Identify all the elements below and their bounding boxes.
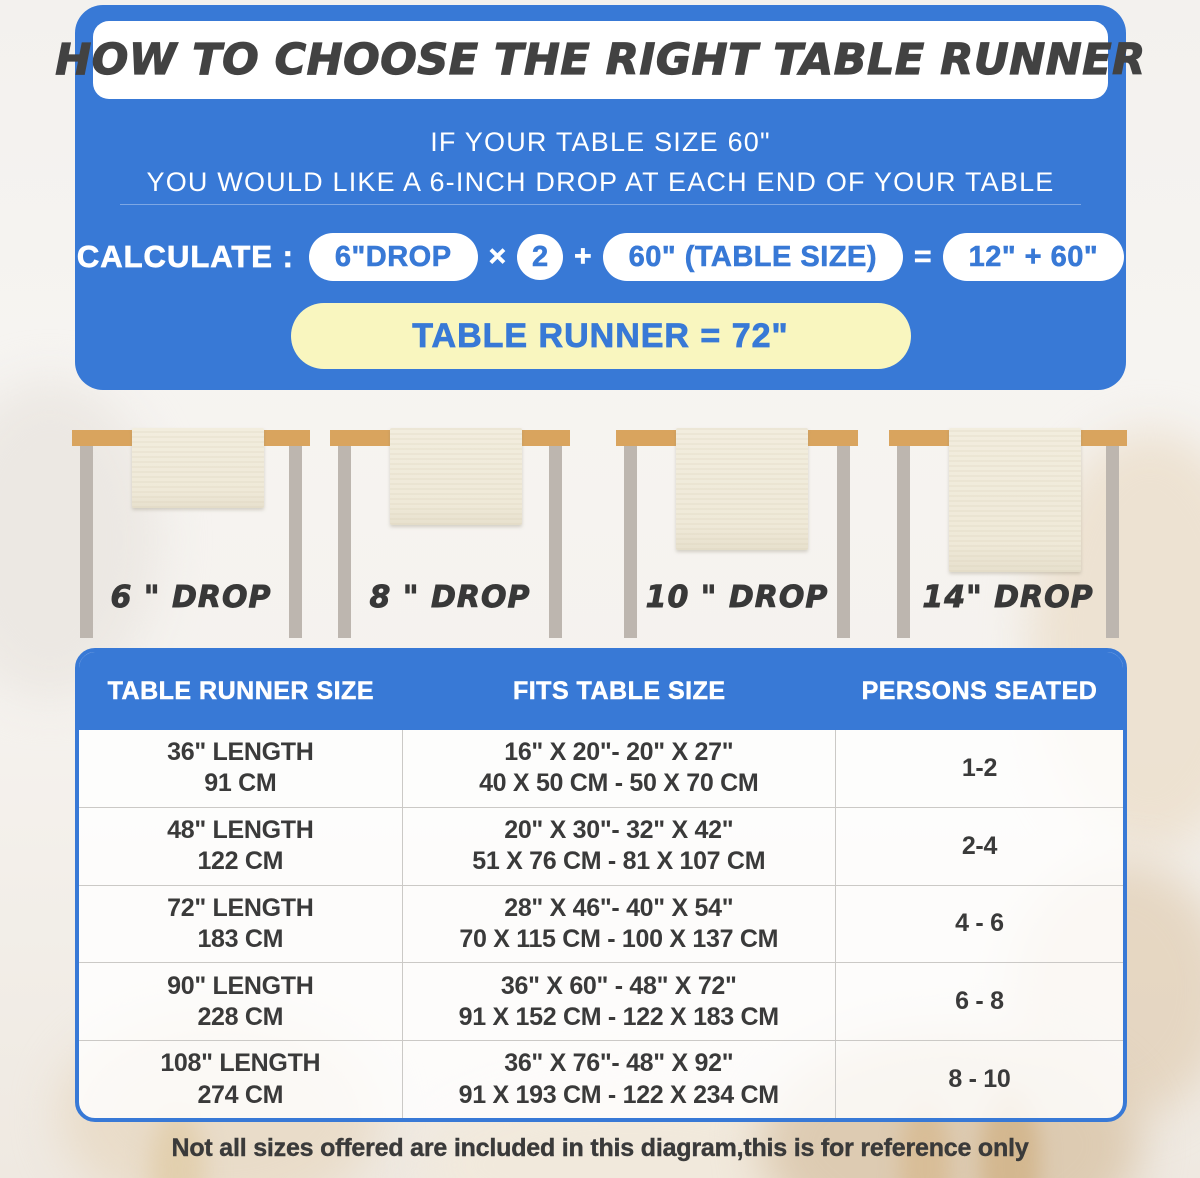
runner-size-cell (79, 730, 403, 807)
divider-line (120, 204, 1081, 205)
fits-cm: 51 X 76 CM - 81 X 107 CM (472, 847, 766, 876)
plus-operator: + (574, 240, 592, 273)
table-row (79, 1040, 1123, 1118)
fits-inches: 20" X 30"- 32" X 42" (504, 815, 734, 844)
persons-cell: 8 - 10 (948, 1064, 1011, 1093)
size-inches: 48" LENGTH (167, 815, 314, 844)
persons-cell: 1-2 (961, 753, 998, 782)
table-row (79, 730, 1123, 807)
fits-inches: 16" X 20"- 20" X 27" (504, 738, 734, 767)
calculate-label: CALCULATE : (76, 239, 294, 274)
runner-size-cell (79, 808, 403, 885)
fits-size-cell (403, 963, 836, 1040)
drop-label: 8 " DROP (369, 580, 531, 615)
drop-pill: 6"DROP (309, 233, 478, 281)
size-cm: 91 CM (204, 769, 277, 798)
runner-size-cell (79, 963, 403, 1040)
drop-illustrations (0, 430, 1200, 645)
fits-cm: 91 X 152 CM - 122 X 183 CM (458, 1002, 779, 1031)
result-banner: TABLE RUNNER = 72" (291, 303, 911, 369)
table-row (79, 962, 1123, 1040)
size-reference-table (75, 648, 1127, 1122)
size-cm: 183 CM (197, 924, 284, 953)
column-header-runner-size: TABLE RUNNER SIZE (107, 676, 374, 705)
table-runner (132, 428, 264, 508)
times-operator: × (488, 240, 507, 273)
size-table-body (79, 730, 1123, 1118)
fits-size-cell (403, 886, 836, 963)
fits-size-cell (403, 730, 836, 807)
size-table-header (79, 652, 1123, 730)
column-header-persons: PERSONS SEATED (861, 676, 1098, 705)
persons-cell: 6 - 8 (955, 987, 1004, 1016)
drop-label: 6 " DROP (110, 580, 272, 615)
equals-operator: = (914, 240, 932, 273)
size-inches: 108" LENGTH (160, 1049, 321, 1078)
table-illustration-14in (889, 430, 1127, 645)
persons-cell: 2-4 (961, 831, 998, 860)
intro-line-1: IF YOUR TABLE SIZE 60" (430, 127, 771, 157)
page-title: HOW TO CHOOSE THE RIGHT TABLE RUNNER (55, 35, 1146, 85)
fits-cm: 40 X 50 CM - 50 X 70 CM (479, 769, 759, 798)
table-illustration-6in (72, 430, 310, 645)
table-runner (390, 428, 522, 525)
size-cm: 122 CM (197, 847, 284, 876)
size-inches: 36" LENGTH (167, 738, 314, 767)
table-row (79, 885, 1123, 963)
fits-cm: 91 X 193 CM - 122 X 234 CM (458, 1080, 779, 1109)
size-cm: 274 CM (197, 1080, 284, 1109)
fits-inches: 36" X 76"- 48" X 92" (504, 1049, 734, 1078)
table-size-pill: 60" (TABLE SIZE) (603, 233, 903, 281)
fits-cm: 70 X 115 CM - 100 X 137 CM (459, 924, 779, 953)
table-illustration-8in (330, 430, 570, 645)
drop-label: 14" DROP (922, 580, 1094, 615)
drop-label: 10 " DROP (645, 580, 829, 615)
size-inches: 72" LENGTH (167, 893, 314, 922)
table-row (79, 807, 1123, 885)
table-runner (949, 428, 1081, 572)
multiplier-badge: 2 (517, 234, 563, 280)
size-cm: 228 CM (197, 1002, 284, 1031)
disclaimer-note: Not all sizes offered are included in this diagram,this is for reference only (171, 1134, 1029, 1162)
intro-line-2: YOU WOULD LIKE A 6-INCH DROP AT EACH END OF YOUR TABLE (146, 167, 1055, 197)
title-banner (55, 21, 1146, 99)
table-illustration-10in (616, 430, 858, 645)
column-header-fits-size: FITS TABLE SIZE (512, 676, 726, 705)
fits-size-cell (403, 1041, 836, 1118)
sum-pill: 12" + 60" (943, 233, 1125, 281)
size-inches: 90" LENGTH (167, 971, 314, 1000)
instructions-panel (55, 5, 1146, 390)
fits-inches: 28" X 46"- 40" X 54" (504, 893, 734, 922)
fits-size-cell (403, 808, 836, 885)
calculation-row (75, 233, 1126, 281)
fits-inches: 36" X 60" - 48" X 72" (500, 971, 737, 1000)
runner-size-cell (79, 886, 403, 963)
persons-cell: 4 - 6 (955, 909, 1004, 938)
runner-size-cell (79, 1041, 403, 1118)
table-runner (676, 428, 808, 550)
